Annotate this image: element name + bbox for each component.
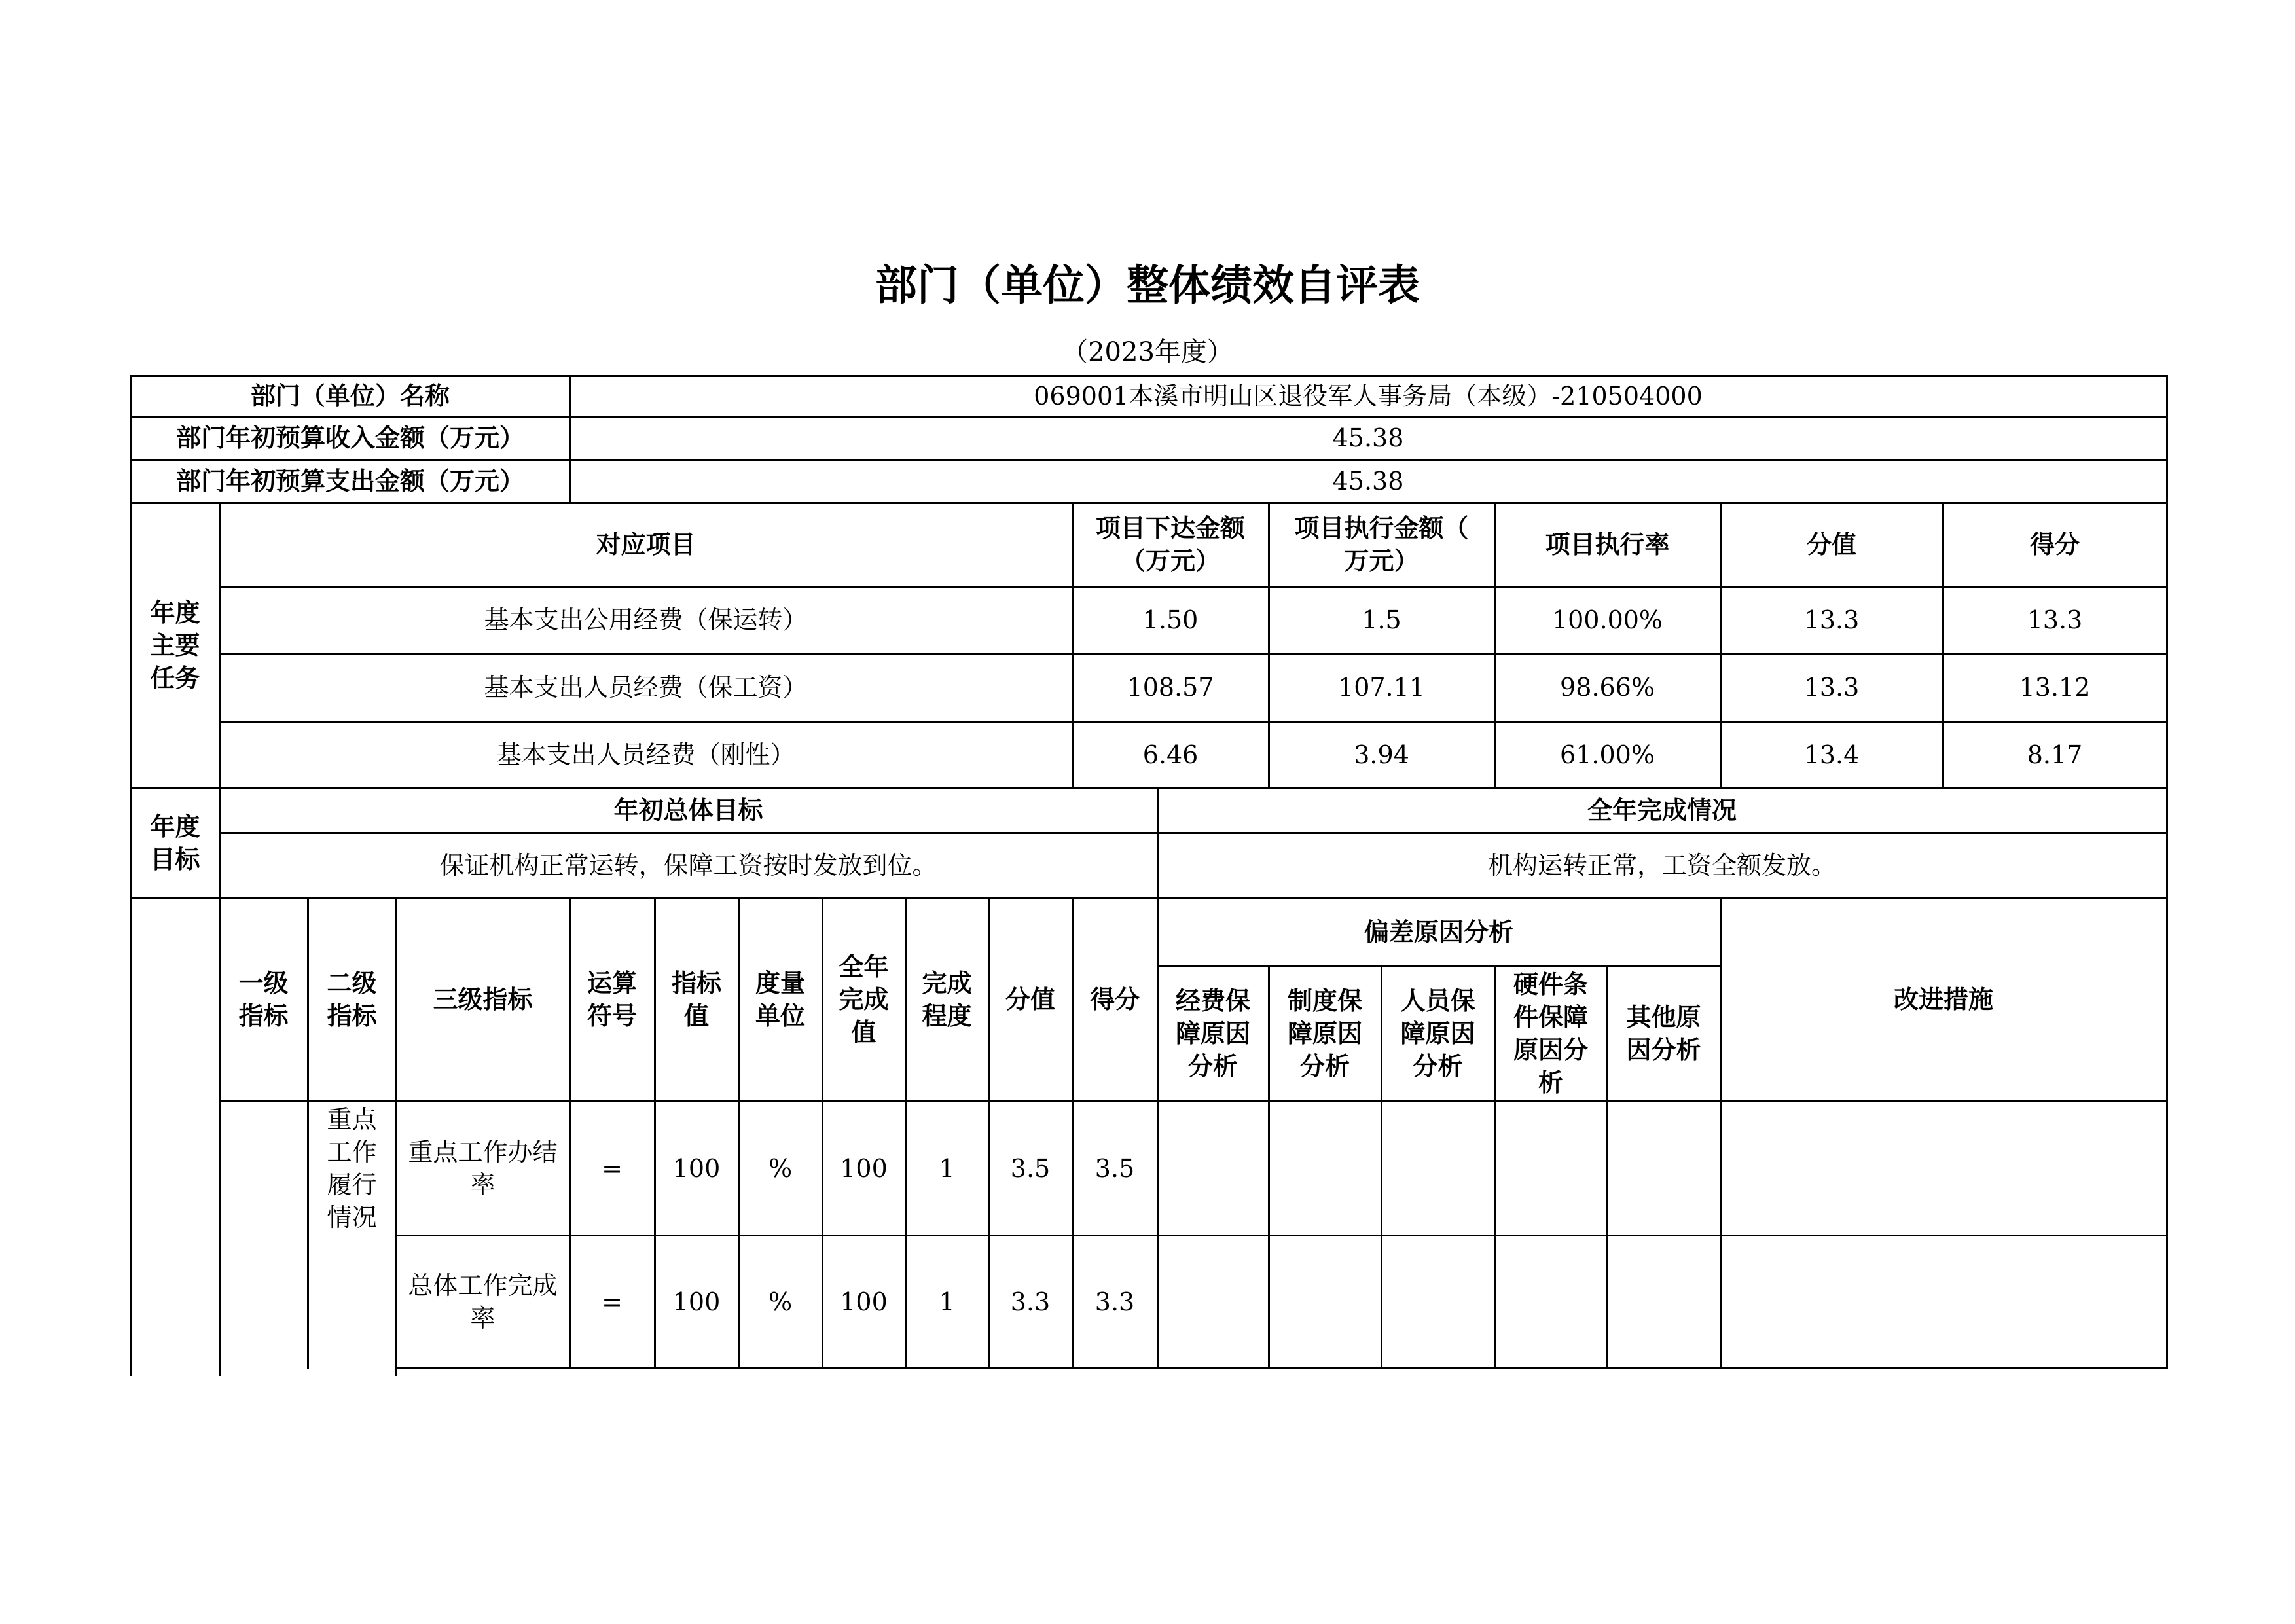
indicator-level2: 重点 工作 履行 情况: [327, 1104, 377, 1232]
tasks-header-0: 对应项目: [596, 530, 696, 559]
indicator-header-score: 得分: [1089, 985, 1140, 1014]
income-value: 45.38: [1332, 424, 1404, 452]
task-cell: 100.00%: [1551, 605, 1663, 634]
page-title: 部门（单位）整体绩效自评表: [875, 262, 1420, 310]
improve-header: 改进措施: [1893, 985, 1993, 1014]
deviation-sub-header: 经费保 障原因 分析: [1175, 986, 1250, 1081]
indicator-header-degree: 完成 程度: [922, 969, 972, 1030]
tasks-section-label: 年度 主要 任务: [150, 598, 200, 693]
task-cell: 基本支出公用经费（保运转）: [484, 605, 808, 634]
task-cell: 13.3: [1803, 605, 1860, 634]
indicator-cell-score_value: 3.5: [1010, 1153, 1051, 1183]
actual-goal-text: 机构运转正常，工资全额发放。: [1487, 851, 1836, 880]
indicator-header-operator: 运算 符号: [587, 969, 637, 1030]
initial-goal-label: 年初总体目标: [613, 796, 763, 825]
indicator-cell-unit: %: [768, 1153, 793, 1183]
indicator-cell-degree: 1: [939, 1153, 955, 1183]
indicator-cell-actual: 100: [840, 1287, 888, 1316]
tasks-header-3: 项目执行率: [1545, 530, 1670, 559]
task-cell: 13.12: [2019, 673, 2091, 702]
tasks-header-1: 项目下达金额 （万元）: [1095, 514, 1245, 575]
task-cell: 基本支出人员经费（刚性）: [496, 740, 795, 769]
indicator-cell-degree: 1: [939, 1287, 955, 1316]
expense-value: 45.38: [1332, 467, 1404, 496]
task-cell: 107.11: [1338, 673, 1425, 702]
indicator-header-unit: 度量 单位: [755, 969, 805, 1030]
task-cell: 8.17: [2027, 740, 2083, 769]
unit-label: 部门（单位）名称: [250, 382, 450, 410]
indicator-cell-target: 100: [672, 1287, 721, 1316]
task-cell: 108.57: [1127, 673, 1214, 702]
indicator-cell-level3: 总体工作完成 率: [408, 1271, 558, 1333]
indicator-header-level1: 一级 指标: [238, 969, 289, 1030]
indicator-cell-actual: 100: [840, 1153, 888, 1183]
indicator-header-level3: 三级指标: [433, 985, 533, 1014]
task-cell: 98.66%: [1560, 673, 1655, 702]
task-cell: 13.3: [1803, 673, 1860, 702]
indicator-header-target: 指标 值: [671, 969, 721, 1030]
indicator-header-actual: 全年 完成 值: [839, 952, 889, 1047]
indicator-cell-score: 3.3: [1094, 1287, 1135, 1316]
deviation-sub-header: 制度保 障原因 分析: [1287, 986, 1362, 1081]
goals-section-label: 年度 目标: [150, 812, 200, 874]
indicator-cell-score: 3.5: [1094, 1153, 1135, 1183]
unit-value: 069001本溪市明山区退役军人事务局（本级）-210504000: [1034, 382, 1703, 410]
actual-goal-label: 全年完成情况: [1587, 796, 1737, 825]
indicator-cell-target: 100: [672, 1153, 721, 1183]
indicator-cell-score_value: 3.3: [1010, 1287, 1051, 1316]
indicator-cell-level3: 重点工作办结 率: [408, 1137, 558, 1199]
indicator-header-level2: 二级 指标: [327, 969, 377, 1030]
indicator-cell-unit: %: [768, 1287, 793, 1316]
task-cell: 基本支出人员经费（保工资）: [484, 673, 808, 702]
indicator-cell-operator: =: [602, 1153, 623, 1183]
tasks-header-4: 分值: [1806, 530, 1856, 559]
income-label: 部门年初预算收入金额（万元）: [175, 424, 524, 452]
task-cell: 3.94: [1354, 740, 1409, 769]
indicator-level2: [308, 1235, 396, 1368]
deviation-sub-header: 人员保 障原因 分析: [1400, 986, 1475, 1081]
task-cell: 13.4: [1803, 740, 1860, 769]
deviation-sub-header: 硬件条 件保障 原因分 析: [1513, 969, 1588, 1097]
task-cell: 13.3: [2027, 605, 2083, 634]
expense-label: 部门年初预算支出金额（万元）: [175, 467, 524, 496]
task-cell: 61.00%: [1560, 740, 1655, 769]
deviation-header: 偏差原因分析: [1364, 917, 1513, 947]
task-cell: 6.46: [1142, 740, 1199, 769]
tasks-header-2: 项目执行金额（ 万元）: [1294, 514, 1469, 575]
indicator-header-score_value: 分值: [1005, 985, 1055, 1014]
deviation-sub-header: 其他原 因分析: [1626, 1002, 1701, 1064]
task-cell: 1.5: [1362, 605, 1401, 634]
indicator-cell-operator: =: [602, 1287, 623, 1316]
initial-goal-text: 保证机构正常运转，保障工资按时发放到位。: [439, 851, 937, 880]
page-subtitle: （2023年度）: [1062, 337, 1233, 367]
tasks-header-5: 得分: [2029, 530, 2080, 559]
task-cell: 1.50: [1142, 605, 1199, 634]
